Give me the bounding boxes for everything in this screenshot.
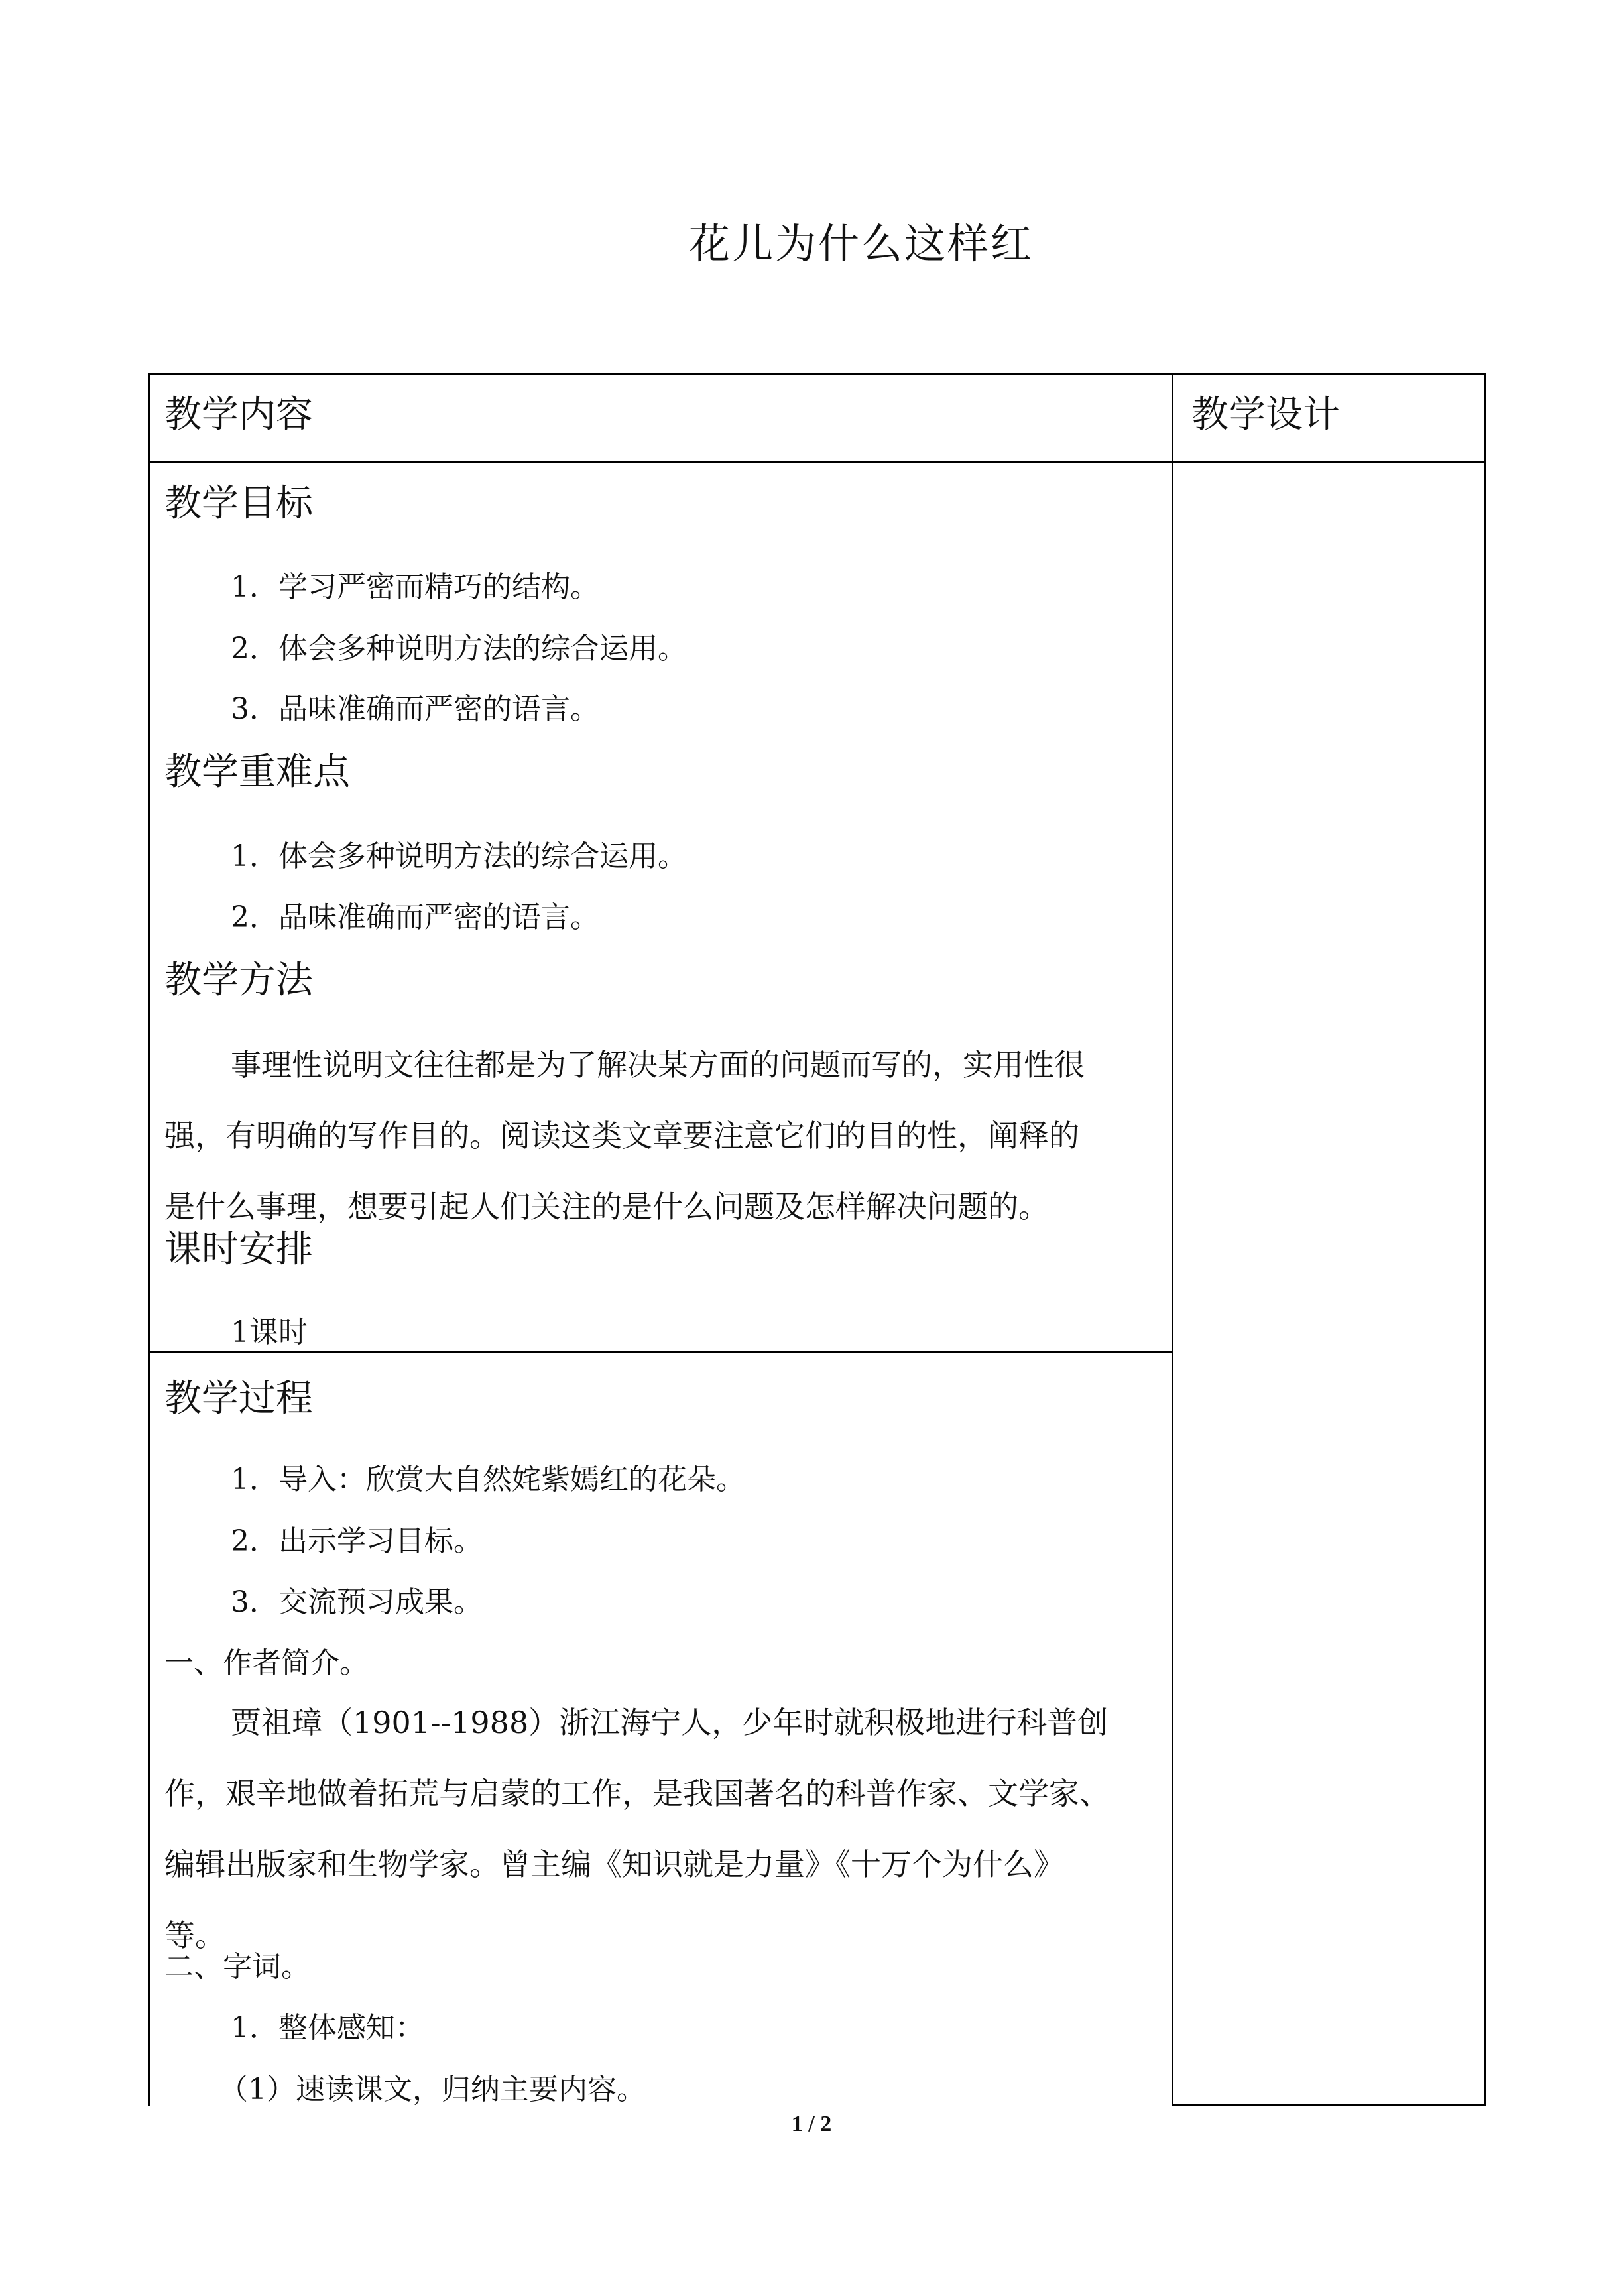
- goals-heading: 教学目标: [164, 482, 313, 525]
- method-heading: 教学方法: [164, 959, 313, 1002]
- author-line: 等。: [164, 1917, 225, 1953]
- process-step: 1．导入：欣赏大自然姹紫嫣红的花朵。: [231, 1463, 745, 1496]
- author-line: 贾祖璋（1901--1988）浙江海宁人，少年时就积极地进行科普创: [231, 1705, 1109, 1740]
- table-column-divider: [1172, 373, 1173, 2106]
- table-border-left: [148, 373, 150, 2106]
- page-number: 1 / 2: [791, 2112, 832, 2136]
- process-step: 3．交流预习成果。: [231, 1585, 483, 1619]
- author-heading: 一、作者简介。: [164, 1646, 369, 1680]
- author-line: 编辑出版家和生物学家。曾主编《知识就是力量》《十万个为什么》: [164, 1846, 1064, 1882]
- words-heading: 二、字词。: [164, 1950, 310, 1984]
- goal-item: 2．体会多种说明方法的综合运用。: [231, 632, 687, 666]
- method-line: 强，有明确的写作目的。阅读这类文章要注意它们的目的性，阐释的: [164, 1118, 1079, 1154]
- process-heading: 教学过程: [164, 1377, 313, 1420]
- key-point-item: 2．品味准确而严密的语言。: [231, 900, 599, 934]
- goal-item: 1．学习严密而精巧的结构。: [231, 570, 599, 604]
- table-header-divider: [148, 461, 1486, 463]
- method-line: 事理性说明文往往都是为了解决某方面的问题而写的，实用性很: [231, 1047, 1085, 1083]
- goal-item: 3．品味准确而严密的语言。: [231, 692, 599, 726]
- perception-item: 1．整体感知：: [231, 2011, 424, 2045]
- process-step: 2．出示学习目标。: [231, 1524, 483, 1558]
- key-point-item: 1．体会多种说明方法的综合运用。: [231, 839, 687, 873]
- author-paragraph: [164, 1687, 1166, 1971]
- content-column-header: 教学内容: [164, 393, 313, 436]
- key-points-heading: 教学重难点: [164, 751, 350, 794]
- table-border-right: [1484, 373, 1486, 2106]
- table-section-divider: [148, 1351, 1173, 1353]
- schedule-value: 1课时: [231, 1315, 308, 1349]
- page-title: 花儿为什么这样红: [688, 219, 1034, 268]
- schedule-heading: 课时安排: [164, 1228, 313, 1271]
- table-border-top: [148, 373, 1486, 375]
- method-paragraph: [164, 1030, 1166, 1242]
- perception-subitem: （1）速读课文，归纳主要内容。: [219, 2073, 646, 2106]
- method-line: 是什么事理，想要引起人们关注的是什么问题及怎样解决问题的。: [164, 1189, 1049, 1225]
- design-column-header: 教学设计: [1191, 393, 1340, 436]
- author-line: 作，艰辛地做着拓荒与启蒙的工作，是我国著名的科普作家、文学家、: [164, 1776, 1110, 1811]
- table-border-bottom: [1172, 2104, 1486, 2106]
